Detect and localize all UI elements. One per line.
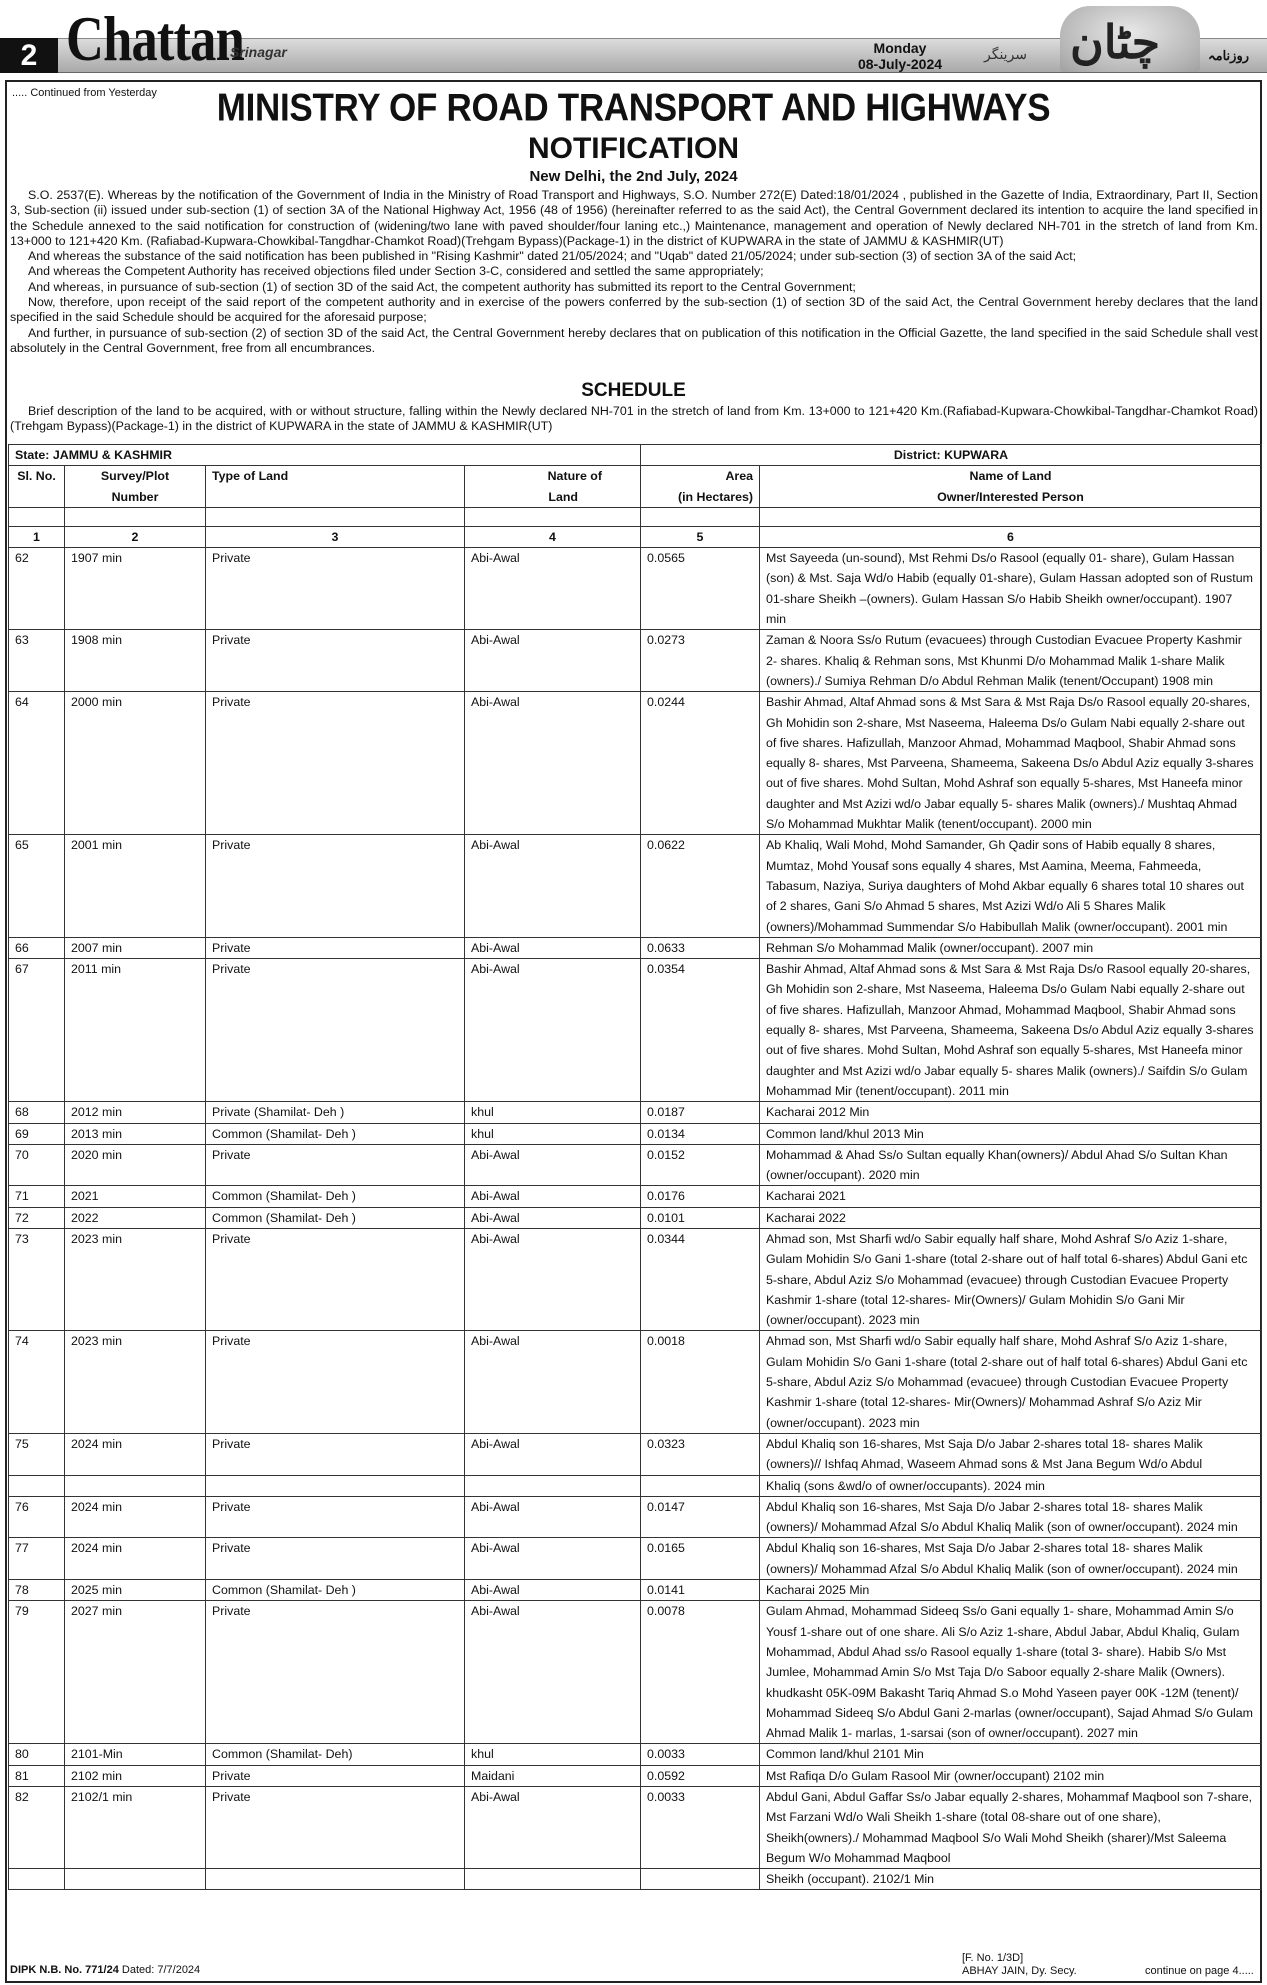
cell-survey: 2001 min <box>65 835 206 937</box>
cell-owner: Rehman S/o Mohammad Malik (owner/occupant). 2007 min <box>760 937 1262 958</box>
cell-survey: 2024 min <box>65 1496 206 1538</box>
cell-area: 0.0622 <box>641 835 760 937</box>
city-name: Srinagar <box>230 44 287 60</box>
cell-survey: 2024 min <box>65 1538 206 1580</box>
table-row <box>9 1496 1262 1538</box>
cell-area: 0.0565 <box>641 548 760 630</box>
cell-area: 0.0141 <box>641 1580 760 1601</box>
cell-survey: 2025 min <box>65 1580 206 1601</box>
cell-type: Private <box>206 1538 465 1580</box>
cell-nature: Abi-Awal <box>465 1496 641 1538</box>
cell-sl: 64 <box>9 692 65 835</box>
cell-sl: 68 <box>9 1102 65 1123</box>
cell-nature: Abi-Awal <box>465 1601 641 1744</box>
cell-sl: 75 <box>9 1433 65 1475</box>
cell-nature: Abi-Awal <box>465 1331 641 1433</box>
cell-survey: 2024 min <box>65 1433 206 1475</box>
cell-owner: Gulam Ahmad, Mohammad Sideeq Ss/o Gani equally 1- share, Mohammad Amin S/o Yousf 1-share out of one share. Ali S/o Aziz 1-share, Abdul Jabar, Abdul Khaliq, Gulam Mohammad, Abdul Ahad ss/o Rasool equally 1-share (total 3- share). Habib S/o Mst Jumlee, Mohammad Amin S/o Mst Taja D/o Saboor equally 2-share Malik (Owners). khudkasht 05K-09M Bakasht Tariq Ahmad S.o Mohd Yaseen payer 00K -12M (tenent)/ Mohammad Sideeq S/o Abdul Gani 2-marlas (owner/occupant), Sajad Ahmad S/o Gulam Ahmad Malik 1- marlas, 1-sarsai (son of owner/occupant). 2027 min <box>760 1601 1262 1744</box>
cell-sl: 62 <box>9 548 65 630</box>
header-area-line2: (in Hectares) <box>677 489 753 504</box>
footer-dipk <box>10 1964 200 1976</box>
cell-sl: 78 <box>9 1580 65 1601</box>
table-row <box>9 1102 1262 1123</box>
header-survey-line2: Number <box>111 489 159 504</box>
cell-survey: 2011 min <box>65 959 206 1102</box>
cell-type: Common (Shamilat- Deh ) <box>206 1207 465 1228</box>
column-number: 1 <box>9 526 65 547</box>
cell-nature: Abi-Awal <box>465 630 641 692</box>
cell-survey: 2000 min <box>65 692 206 835</box>
cell-nature: Abi-Awal <box>465 1580 641 1601</box>
table-header-row <box>9 466 1262 508</box>
cell-sl: 74 <box>9 1331 65 1433</box>
page-number: 2 <box>0 38 58 73</box>
cell-area: 0.0101 <box>641 1207 760 1228</box>
table-row <box>9 548 1262 630</box>
issue-date-value: 08-July-2024 <box>857 56 943 72</box>
cell-nature: Abi-Awal <box>465 1186 641 1207</box>
cell-type: Common (Shamilat- Deh ) <box>206 1186 465 1207</box>
daily-tag-urdu: روزنامہ <box>1208 48 1249 63</box>
header-nature-line1: Nature of <box>547 469 602 484</box>
cell-sl: 80 <box>9 1744 65 1765</box>
cell-owner: Bashir Ahmad, Altaf Ahmad sons & Mst Sara & Mst Raja Ds/o Rasool equally 20-shares, Gh Mohidin son 2-share, Mst Naseema, Haleema Ds/o Gulam Nabi equally 2-share out of five shares. Hafizullah, Manzoor Ahmad, Mohammad Maqbool, Shabir Ahmad sons equally 8- shares, Mst Parveena, Shameema, Sakeena Ds/o Abdul Aziz equally 3-shares out of five shares. Mohd Sultan, Mohd Ashraf son equally 5-shares, Mst Haneefa minor daughter and Mst Azizi wd/o Jabar equally 5- shares Malik (owners)./ Mushtaq Ahmad S/o Mohammad Mukhtar Malik (tenent/occupant). 2000 min <box>760 692 1262 835</box>
cell-area: 0.0244 <box>641 692 760 835</box>
cell-survey: 2012 min <box>65 1102 206 1123</box>
dipk-date: Dated: 7/7/2024 <box>118 1964 201 1976</box>
table-row <box>9 1123 1262 1144</box>
cell-area: 0.0152 <box>641 1144 760 1186</box>
cell-area: 0.0033 <box>641 1744 760 1765</box>
cell-sl: 77 <box>9 1538 65 1580</box>
cell-survey: 1907 min <box>65 548 206 630</box>
city-name-urdu: سرینگر <box>984 46 1028 62</box>
cell-area: 0.0134 <box>641 1123 760 1144</box>
table-row <box>9 1186 1262 1207</box>
land-schedule-table <box>8 444 1262 1890</box>
table-row <box>9 1869 1262 1890</box>
column-number: 5 <box>641 526 760 547</box>
cell-area: 0.0176 <box>641 1186 760 1207</box>
cell-survey: 1908 min <box>65 630 206 692</box>
cell-area: 0.0165 <box>641 1538 760 1580</box>
cell-area: 0.0633 <box>641 937 760 958</box>
cell-sl: 79 <box>9 1601 65 1744</box>
cell-sl: 66 <box>9 937 65 958</box>
cell-type: Private <box>206 1765 465 1786</box>
cell-nature: Abi-Awal <box>465 692 641 835</box>
column-number: 4 <box>465 526 641 547</box>
header-type: Type of Land <box>206 466 465 508</box>
paragraph: And whereas, in pursuance of sub-section (1) of section 3D of the said Act, the competent authority has submitted its report to the Central Government; <box>28 279 856 294</box>
cell-sl: 63 <box>9 630 65 692</box>
ministry-title: MINISTRY OF ROAD TRANSPORT AND HIGHWAYS <box>216 85 1051 130</box>
header-nature-line2: Land <box>548 489 578 504</box>
cell-sl <box>9 1869 65 1890</box>
cell-survey: 2027 min <box>65 1601 206 1744</box>
cell-sl: 65 <box>9 835 65 937</box>
cell-survey <box>65 1475 206 1496</box>
cell-owner: Kacharai 2025 Min <box>760 1580 1262 1601</box>
cell-survey: 2102/1 min <box>65 1787 206 1869</box>
cell-owner: Khaliq (sons &wd/o of owner/occupants). 2024 min <box>760 1475 1262 1496</box>
cell-type: Private <box>206 959 465 1102</box>
cell-area: 0.0078 <box>641 1601 760 1744</box>
district-cell: District: KUPWARA <box>641 445 1262 466</box>
cell-survey <box>65 1869 206 1890</box>
cell-nature: khul <box>465 1744 641 1765</box>
cell-nature: Abi-Awal <box>465 1144 641 1186</box>
cell-owner: Abdul Gani, Abdul Gaffar Ss/o Jabar equally 2-shares, Mohammaf Maqbool son 7-share, Mst Farzani Wd/o Wali Sheikh 1-share (total 08-share out of one share), Sheikh(owners)./ Mohammad Maqbool S/o Wali Mohd Sheikh (sharer)/Mst Saleema Begum W/o Mohammad Maqbool <box>760 1787 1262 1869</box>
cell-owner: Mst Rafiqa D/o Gulam Rasool Mir (owner/occupant) 2102 min <box>760 1765 1262 1786</box>
schedule-heading: SCHEDULE <box>581 380 686 401</box>
cell-nature <box>465 1869 641 1890</box>
cell-survey: 2022 <box>65 1207 206 1228</box>
cell-nature: Abi-Awal <box>465 1538 641 1580</box>
table-row <box>9 1144 1262 1186</box>
header-area-line1: Area <box>725 469 753 484</box>
cell-survey: 2020 min <box>65 1144 206 1186</box>
cell-type <box>206 1475 465 1496</box>
cell-type: Private (Shamilat- Deh ) <box>206 1102 465 1123</box>
table-spacer-row <box>9 507 1262 526</box>
cell-survey: 2013 min <box>65 1123 206 1144</box>
cell-nature <box>465 1475 641 1496</box>
cell-owner: Common land/khul 2101 Min <box>760 1744 1262 1765</box>
cell-nature: Abi-Awal <box>465 937 641 958</box>
cell-owner: Bashir Ahmad, Altaf Ahmad sons & Mst Sara & Mst Raja Ds/o Rasool equally 20-shares, Gh Mohidin son 2-share, Mst Naseema, Haleema Ds/o Gulam Nabi equally 2-share out of five shares. Hafizullah, Manzoor Ahmad, Mohammad Maqbool, Shabir Ahmad sons equally 8- shares, Mst Parveena, Shameema, Sakeena Ds/o Abdul Aziz equally 3-shares out of five shares. Mohd Sultan, Mohd Ashraf son equally 5-shares, Mst Haneefa minor daughter and Mst Azizi wd/o Jabar equally 5- shares Malik (owners)./ Saifdin S/o Gulam Mohammad Mir (tenent/occupant). 2011 min <box>760 959 1262 1102</box>
cell-survey: 2102 min <box>65 1765 206 1786</box>
table-row <box>9 692 1262 835</box>
cell-nature: Abi-Awal <box>465 1207 641 1228</box>
masthead <box>0 0 1267 76</box>
cell-nature: Abi-Awal <box>465 548 641 630</box>
cell-sl: 81 <box>9 1765 65 1786</box>
cell-type: Private <box>206 937 465 958</box>
cell-nature: Abi-Awal <box>465 1787 641 1869</box>
table-row <box>9 959 1262 1102</box>
notification-heading: NOTIFICATION <box>527 132 740 165</box>
header-name <box>760 466 1262 508</box>
cell-area <box>641 1475 760 1496</box>
cell-owner: Sheikh (occupant). 2102/1 Min <box>760 1869 1262 1890</box>
column-number: 3 <box>206 526 465 547</box>
schedule-description: Brief description of the land to be acquired, with or without structure, falling within the Newly declared NH-701 in the stretch of land from Km. 13+000 to 121+420 Km.(Rafiabad-Kupwara-Chowkibal-Tangdhar-Chamkot Road) (Trehgam Bypass)(Package-1) in the district of KUPWARA in the state of JAMMU & KASHMIR(UT) <box>10 404 1258 434</box>
header-survey <box>65 466 206 508</box>
cell-type: Private <box>206 1496 465 1538</box>
continued-note: ..... Continued from Yesterday <box>12 87 157 99</box>
paragraph: S.O. 2537(E). Whereas by the notification of the Government of India in the Ministry of Road Transport and Highways, S.O. Number 272(E) Dated:18/01/2024 , published in the Gazette of India, Extraordinary, Part II, Section 3, Sub-section (ii) issued under sub-section (1) of section 3A of the National Highway Act, 1956 (48 of 1956) (hereinafter referred to as the said Act), the Central Government declared its intention to acquire the land specified in the Schedule annexed to the said notification for construction of (widening/two lane with paved shoulder/four laning etc.,) Maintenance, management and operation of Newly declared NH-701 in the stretch of land from Km. 13+000 to 121+420 Km. (Rafiabad-Kupwara-Chowkibal-Tangdhar-Chamkot Road)(Trehgam Bypass)(Package-1) in the district of KUPWARA in the state of JAMMU & KASHMIR(UT) <box>10 188 1258 248</box>
continue-note: continue on page 4..... <box>1145 1965 1254 1977</box>
cell-area: 0.0344 <box>641 1228 760 1330</box>
header-sl-no: Sl. No. <box>9 466 65 508</box>
table-row <box>9 835 1262 937</box>
cell-type: Common (Shamilat- Deh ) <box>206 1123 465 1144</box>
cell-area: 0.0354 <box>641 959 760 1102</box>
header-name-line2: Owner/Interested Person <box>937 489 1084 504</box>
newspaper-logo-urdu: چٹان <box>1070 16 1161 68</box>
cell-owner: Zaman & Noora Ss/o Rutum (evacuees) through Custodian Evacuee Property Kashmir 2- shares. Khaliq & Rehman sons, Mst Khunmi D/o Mohammad Malik 1-share Malik (owners)./ Sumiya Rehman D/o Abdul Rehman Malik (tenent/Occupant) 1908 min <box>760 630 1262 692</box>
cell-owner: Common land/khul 2013 Min <box>760 1123 1262 1144</box>
cell-type: Private <box>206 1228 465 1330</box>
header-nature <box>465 466 641 508</box>
cell-sl: 72 <box>9 1207 65 1228</box>
table-row <box>9 630 1262 692</box>
cell-type: Private <box>206 1601 465 1744</box>
table-row <box>9 1765 1262 1786</box>
cell-nature: Abi-Awal <box>465 1228 641 1330</box>
cell-owner: Mst Sayeeda (un-sound), Mst Rehmi Ds/o Rasool (equally 01- share), Gulam Hassan (son) & Mst. Saja Wd/o Habib (equally 01-share), Gulam Hassan adopted son of Rustum 01-share Sheikh –(owners). Gulam Hassan S/o Habib Sheikh owner/occupant). 1907 min <box>760 548 1262 630</box>
table-row <box>9 1580 1262 1601</box>
paragraph: Now, therefore, upon receipt of the said report of the competent authority and in exercise of the powers conferred by the sub-section (1) of section 3D of the said Act, the Central Government hereby declares that the land specified in the said Schedule should be acquired for the aforesaid purpose; <box>10 295 1258 325</box>
cell-area: 0.0323 <box>641 1433 760 1475</box>
cell-sl: 67 <box>9 959 65 1102</box>
cell-type: Common (Shamilat- Deh ) <box>206 1580 465 1601</box>
column-number: 6 <box>760 526 1262 547</box>
cell-type: Private <box>206 835 465 937</box>
cell-type: Private <box>206 1433 465 1475</box>
cell-survey: 2023 min <box>65 1331 206 1433</box>
paragraph: And whereas the Competent Authority has received objections filed under Section 3-C, considered and settled the same appropriately; <box>28 264 764 279</box>
cell-sl: 76 <box>9 1496 65 1538</box>
signatory: ABHAY JAIN, Dy. Secy. <box>962 1965 1077 1977</box>
cell-owner: Abdul Khaliq son 16-shares, Mst Saja D/o Jabar 2-shares total 18- shares Malik (owners)/ Mohammad Afzal S/o Abdul Khaliq Malik (son of owner/occupant). 2024 min <box>760 1496 1262 1538</box>
cell-survey: 2007 min <box>65 937 206 958</box>
table-row <box>9 1538 1262 1580</box>
cell-type <box>206 1869 465 1890</box>
table-row <box>9 1433 1262 1475</box>
cell-area: 0.0018 <box>641 1331 760 1433</box>
cell-survey: 2023 min <box>65 1228 206 1330</box>
cell-type: Private <box>206 1331 465 1433</box>
cell-nature: Maidani <box>465 1765 641 1786</box>
cell-type: Private <box>206 1144 465 1186</box>
table-row <box>9 1331 1262 1433</box>
cell-nature: Abi-Awal <box>465 1433 641 1475</box>
cell-sl: 70 <box>9 1144 65 1186</box>
footer-signature <box>962 1952 1077 1978</box>
table-row <box>9 937 1262 958</box>
cell-area <box>641 1869 760 1890</box>
dateline: New Delhi, the 2nd July, 2024 <box>529 168 738 185</box>
file-number: [F. No. 1/3D] <box>962 1952 1024 1964</box>
table-row <box>9 1601 1262 1744</box>
cell-owner: Abdul Khaliq son 16-shares, Mst Saja D/o Jabar 2-shares total 18- shares Malik (owners)/ Mohammad Afzal S/o Abdul Khaliq Malik (son of owner/occupant). 2024 min <box>760 1538 1262 1580</box>
cell-area: 0.0187 <box>641 1102 760 1123</box>
cell-owner: Ab Khaliq, Wali Mohd, Mohd Samander, Gh Qadir sons of Habib equally 8 shares, Mumtaz, Mohd Yousaf sons equally 4 shares, Mst Aamina, Meema, Fahmeeda, Tabasum, Naziya, Suriya daughters of Mohd Akbar equally 6 shares total 10 shares out of 2 shares, Gani S/o Ahmad 5 shares, Mst Azizi Wd/o Ali 5 Shares Malik (owners)/Mohammad Summendar S/o Habibullah Malik (owner/occupant). 2001 min <box>760 835 1262 937</box>
cell-nature: khul <box>465 1102 641 1123</box>
cell-nature: Abi-Awal <box>465 835 641 937</box>
cell-type: Private <box>206 548 465 630</box>
cell-type: Private <box>206 692 465 835</box>
cell-type: Common (Shamilat- Deh) <box>206 1744 465 1765</box>
column-number-row <box>9 526 1262 547</box>
column-number: 2 <box>65 526 206 547</box>
cell-owner: Kacharai 2022 <box>760 1207 1262 1228</box>
cell-type: Private <box>206 630 465 692</box>
cell-sl: 71 <box>9 1186 65 1207</box>
cell-survey: 2101-Min <box>65 1744 206 1765</box>
table-row <box>9 1207 1262 1228</box>
header-survey-line1: Survey/Plot <box>100 469 170 484</box>
cell-nature: khul <box>465 1123 641 1144</box>
state-cell: State: JAMMU & KASHMIR <box>9 445 641 466</box>
table-row <box>9 1744 1262 1765</box>
table-row <box>9 1475 1262 1496</box>
paragraph: And further, in pursuance of sub-section (2) of section 3D of the said Act, the Central Government hereby declares that on publication of this notification in the Official Gazette, the land specified in the said Schedule shall vest absolutely in the Central Government, free from all encumbrances. <box>10 325 1258 355</box>
issue-day: Monday <box>873 40 927 56</box>
paragraph: And whereas the substance of the said notification has been published in "Rising Kashmir" dated 21/05/2024; and "Uqab" dated 21/05/2024; under sub-section (3) of section 3A of the said Act; <box>28 249 1077 264</box>
dipk-number: DIPK N.B. No. 771/24 <box>10 1964 119 1976</box>
cell-sl: 82 <box>9 1787 65 1869</box>
header-name-line1: Name of Land <box>969 469 1052 484</box>
cell-nature: Abi-Awal <box>465 959 641 1102</box>
cell-owner: Kacharai 2012 Min <box>760 1102 1262 1123</box>
cell-sl: 69 <box>9 1123 65 1144</box>
cell-sl: 73 <box>9 1228 65 1330</box>
header-area <box>641 466 760 508</box>
table-state-row <box>9 445 1262 466</box>
table-row <box>9 1787 1262 1869</box>
cell-area: 0.0273 <box>641 630 760 692</box>
issue-date <box>840 40 960 72</box>
cell-survey: 2021 <box>65 1186 206 1207</box>
cell-type: Private <box>206 1787 465 1869</box>
cell-owner: Abdul Khaliq son 16-shares, Mst Saja D/o Jabar 2-shares total 18- shares Malik (owners)// Ishfaq Ahmad, Waseem Ahmad sons & Mst Jana Begum Wd/o Abdul <box>760 1433 1262 1475</box>
table-row <box>9 1228 1262 1330</box>
cell-area: 0.0147 <box>641 1496 760 1538</box>
cell-sl <box>9 1475 65 1496</box>
cell-owner: Ahmad son, Mst Sharfi wd/o Sabir equally half share, Mohd Ashraf S/o Aziz 1-share, Gulam Mohidin S/o Gani 1-share (total 2-share out of half total 6-shares) Abdul Gani etc 5-share, Abdul Aziz S/o Mohammad (evacuee) through Custodian Evacuee Property Kashmir 1-share (total 12-shares- Mir(Owners)/ Gulam Mohidin S/o Gani Mir (owner/occupant). 2023 min <box>760 1228 1262 1330</box>
cell-owner: Ahmad son, Mst Sharfi wd/o Sabir equally half share, Mohd Ashraf S/o Aziz 1-share, Gulam Mohidin S/o Gani 1-share (total 2-share out of half total 6-shares) Abdul Gani etc 5-share, Abdul Aziz S/o Mohammad (evacuee) through Custodian Evacuee Property Kashmir 1-share (total 12-shares- Mir(Owners)/ Mohammad Ashraf S/o Aziz Mir (owner/occupant). 2023 min <box>760 1331 1262 1433</box>
newspaper-logo: Chattan <box>66 3 244 74</box>
cell-owner: Kacharai 2021 <box>760 1186 1262 1207</box>
notification-body <box>10 188 1258 356</box>
cell-area: 0.0033 <box>641 1787 760 1869</box>
cell-owner: Mohammad & Ahad Ss/o Sultan equally Khan(owners)/ Abdul Ahad S/o Sultan Khan (owner/occupant). 2020 min <box>760 1144 1262 1186</box>
cell-area: 0.0592 <box>641 1765 760 1786</box>
